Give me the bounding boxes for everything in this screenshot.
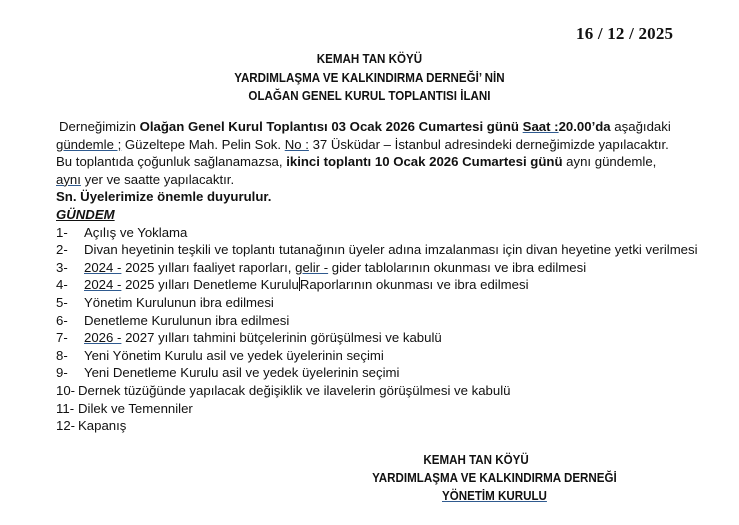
agenda-number: 8- (56, 347, 68, 363)
agenda-item (56, 259, 698, 277)
document-body (56, 118, 698, 435)
agenda-item (56, 400, 698, 418)
agenda-text: Dilek ve Temenniler (78, 400, 193, 416)
agenda-income: gelir - (295, 259, 329, 275)
meeting-time: 20.00’da (558, 119, 611, 134)
agenda-number: 10- (56, 382, 76, 398)
agenda-item (56, 312, 698, 330)
agenda-text: Raporlarının okunması ve ibra edilmesi (299, 277, 529, 293)
agenda-text: Denetleme Kurulunun ibra edilmesi (84, 312, 290, 328)
agenda-text: 2027 yılları tahmini bütçelerinin görüşülmesi ve kabulü (121, 330, 442, 346)
agenda-item (56, 294, 698, 312)
agenda-item (56, 417, 698, 435)
header-village-name: KEMAH TAN KÖYÜ (316, 52, 423, 66)
agenda-number: 1- (56, 224, 68, 240)
footer-village-name: KEMAH TAN KÖYÜ (423, 453, 529, 467)
address-text: 37 Üsküdar – İstanbul adresindeki derneğimizde yapılacaktır. (308, 136, 669, 152)
document-signature (270, 451, 720, 505)
agenda-title: GÜNDEM (56, 206, 115, 222)
agenda-year: 2024 - (84, 259, 122, 275)
agenda-list (56, 224, 698, 435)
agenda-item (56, 276, 698, 294)
intro-text: Derneğimizin (59, 119, 140, 134)
agenda-item (56, 224, 698, 242)
intro-text: yer ve saatte yapılacaktır. (80, 171, 235, 187)
agenda-number: 2- (56, 242, 68, 258)
header-announcement-title: OLAĞAN GENEL KURUL TOPLANTISI İLANI (248, 89, 491, 103)
same-word: aynı (56, 171, 81, 187)
agenda-ref: gündemle ; (56, 136, 122, 152)
intro-line-4 (56, 171, 698, 189)
agenda-number: 11- (56, 400, 75, 416)
intro-line-3 (56, 153, 698, 171)
notice-text: Sn. Üyelerimize önemle duyurulur. (56, 189, 272, 205)
second-meeting-date: ikinci toplantı 10 Ocak 2026 Cumartesi günü (286, 154, 563, 170)
intro-line-2 (56, 136, 698, 154)
intro-text: Bu toplantıda çoğunluk sağlanamazsa, (56, 154, 287, 170)
agenda-item (56, 382, 698, 400)
agenda-item (56, 347, 698, 365)
agenda-text: Açılış ve Yoklama (84, 224, 188, 240)
agenda-number: 4- (56, 277, 68, 293)
agenda-number: 3- (56, 259, 68, 275)
agenda-item (56, 329, 698, 347)
intro-text: aşağıdaki (610, 119, 671, 134)
header-association-name: YARDIMLAŞMA VE KALKINDIRMA DERNEĞİ’ NİN (234, 70, 505, 85)
agenda-number: 5- (56, 294, 68, 310)
announcement-date: 16 / 12 / 2025 (576, 24, 674, 43)
agenda-text: gider tablolarının okunması ve ibra edilmesi (328, 259, 587, 275)
agenda-item (56, 241, 698, 259)
agenda-text: Dernek tüzüğünde yapılacak değişiklik ve ilavelerin görüşülmesi ve kabulü (78, 382, 511, 398)
agenda-text: 2025 yılları Denetleme Kurulu (121, 277, 299, 293)
meeting-date-bold: Olağan Genel Kurul Toplantısı 03 Ocak 2026 Cumartesi günü (139, 119, 523, 134)
agenda-text: Yönetim Kurulunun ibra edilmesi (84, 294, 274, 310)
agenda-text: 2025 yılları faaliyet raporları, (121, 259, 296, 275)
agenda-year: 2026 - (84, 330, 122, 346)
footer-board-name: YÖNETİM KURULU (441, 489, 547, 503)
agenda-number: 12- (56, 418, 76, 434)
address-no-label: No : (284, 136, 309, 152)
intro-text: aynı gündemle, (562, 154, 657, 170)
agenda-text: Divan heyetinin teşkili ve toplantı tutanağının üyeler adına imzalanması için divan heyetine yetki verilmesi (84, 242, 698, 258)
agenda-item (56, 364, 698, 382)
agenda-text: Yeni Denetleme Kurulu asil ve yedek üyelerinin seçimi (84, 365, 400, 381)
document-header (30, 50, 710, 106)
time-label: Saat : (522, 119, 559, 134)
intro-line-1 (59, 118, 701, 136)
agenda-number: 6- (56, 312, 68, 328)
agenda-text: Yeni Yönetim Kurulu asil ve yedek üyelerinin seçimi (84, 347, 384, 363)
agenda-number: 9- (56, 365, 68, 381)
agenda-year: 2024 - (84, 277, 122, 293)
footer-association-name: YARDIMLAŞMA VE KALKINDIRMA DERNEĞİ (372, 471, 617, 485)
address-text: Güzeltepe Mah. Pelin Sok. (121, 136, 285, 152)
agenda-number: 7- (56, 330, 68, 346)
agenda-text: Kapanış (78, 418, 127, 434)
